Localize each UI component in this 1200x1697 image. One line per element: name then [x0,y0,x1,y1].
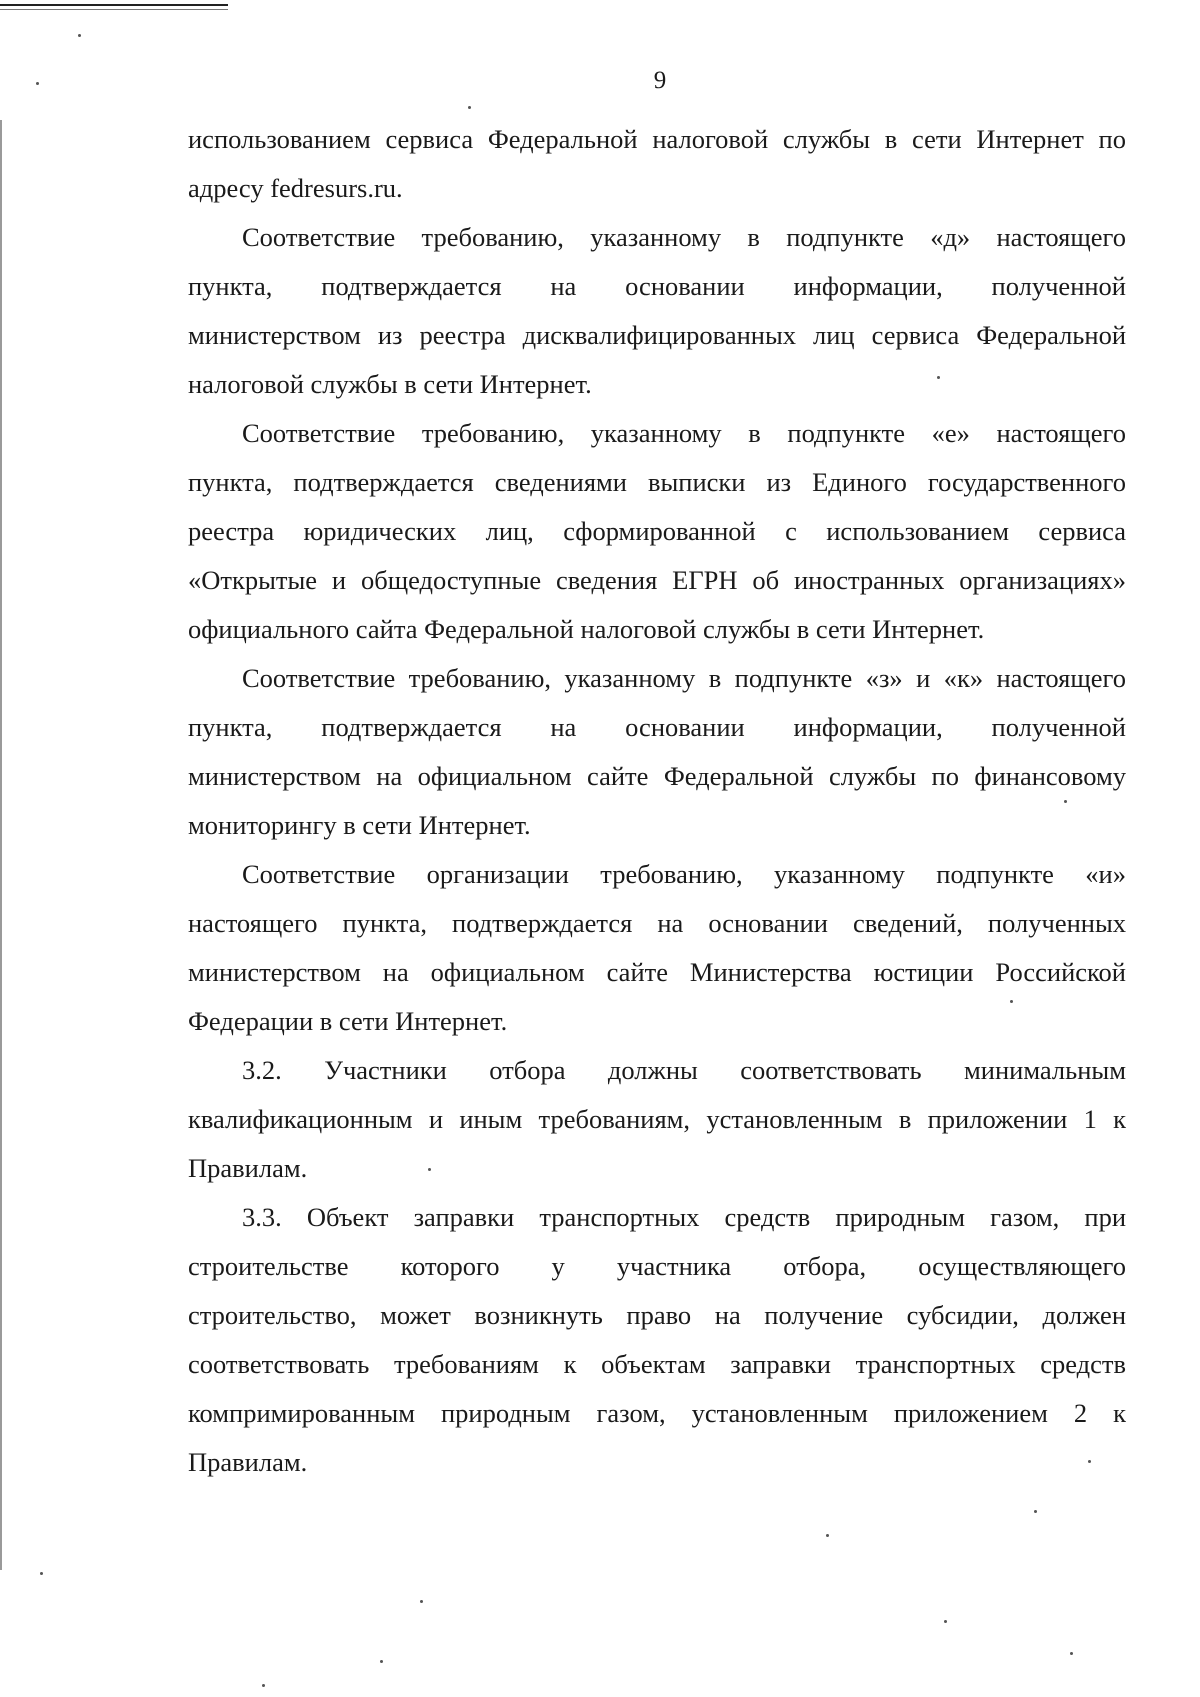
text-line: «Открытые и общедоступные сведения ЕГРН об иностранных организациях» [188,565,1126,595]
top-scan-rule-thin [0,9,228,10]
text-line: Федерации в сети Интернет. [188,1006,508,1036]
text-line: министерством из реестра дисквалифицированных лиц сервиса Федеральной [188,320,1126,350]
text-line: адресу fedresurs.ru. [188,173,403,203]
scan-speck [380,1660,383,1663]
scan-speck [826,1534,829,1537]
text-line: 3.3. Объект заправки транспортных средств природным газом, при [242,1202,1126,1232]
text-line: министерством на официальном сайте Федеральной службы по финансовому [188,761,1126,791]
scan-speck [420,1600,423,1603]
text-line: официального сайта Федеральной налоговой службы в сети Интернет. [188,614,985,644]
text-line: Соответствие требованию, указанному в подпункте «д» настоящего [242,222,1126,252]
scan-speck [944,1620,947,1623]
paragraph-requirement-e [188,409,1126,654]
text-line: Соответствие требованию, указанному в подпункте «е» настоящего [242,418,1126,448]
scan-speck [1010,1000,1013,1003]
scan-speck [1070,1652,1073,1655]
paragraph-section-3-3 [188,1193,1126,1487]
text-line: пункта, подтверждается на основании информации, полученной [188,271,1126,301]
paragraph-continuation [188,115,1126,213]
text-line: реестра юридических лиц, сформированной с использованием сервиса [188,516,1126,546]
text-line: 3.2. Участники отбора должны соответствовать минимальным [242,1055,1126,1085]
paragraph-requirement-d [188,213,1126,409]
text-line: квалификационным и иным требованиям, установленным в приложении 1 к [188,1104,1126,1134]
text-line: строительство, может возникнуть право на получение субсидии, должен [188,1300,1126,1330]
scan-speck [1064,800,1067,803]
scan-speck [428,1168,431,1171]
scan-speck [468,106,471,109]
left-scan-edge [0,120,2,1570]
page-number: 9 [653,67,667,94]
paragraph-requirement-i [188,850,1126,1046]
text-line: налоговой службы в сети Интернет. [188,369,592,399]
scan-speck [1088,1460,1091,1463]
text-line: министерством на официальном сайте Министерства юстиции Российской [188,957,1126,987]
scan-speck [937,376,940,379]
scan-speck [40,1572,43,1575]
scan-speck [262,1684,265,1687]
paragraph-requirement-z-k [188,654,1126,850]
scan-speck [78,34,81,37]
text-line: Соответствие организации требованию, указанному подпункте «и» [242,859,1126,889]
text-line: строительстве которого у участника отбора, осуществляющего [188,1251,1126,1281]
text-line: использованием сервиса Федеральной налоговой службы в сети Интернет по [188,124,1126,154]
scan-speck [36,82,39,85]
text-line: пункта, подтверждается на основании информации, полученной [188,712,1126,742]
body-text [188,115,1126,1487]
text-line: компримированным природным газом, установленным приложением 2 к [188,1398,1126,1428]
scan-speck [1034,1510,1037,1513]
text-line: пункта, подтверждается сведениями выписки из Единого государственного [188,467,1126,497]
text-line: настоящего пункта, подтверждается на основании сведений, полученных [188,908,1126,938]
text-line: Правилам. [188,1447,308,1477]
text-line: мониторингу в сети Интернет. [188,810,531,840]
text-line: Соответствие требованию, указанному в подпункте «з» и «к» настоящего [242,663,1126,693]
paragraph-section-3-2 [188,1046,1126,1193]
text-line: соответствовать требованиям к объектам заправки транспортных средств [188,1349,1126,1379]
top-scan-rule [0,4,228,6]
text-line: Правилам. [188,1153,308,1183]
